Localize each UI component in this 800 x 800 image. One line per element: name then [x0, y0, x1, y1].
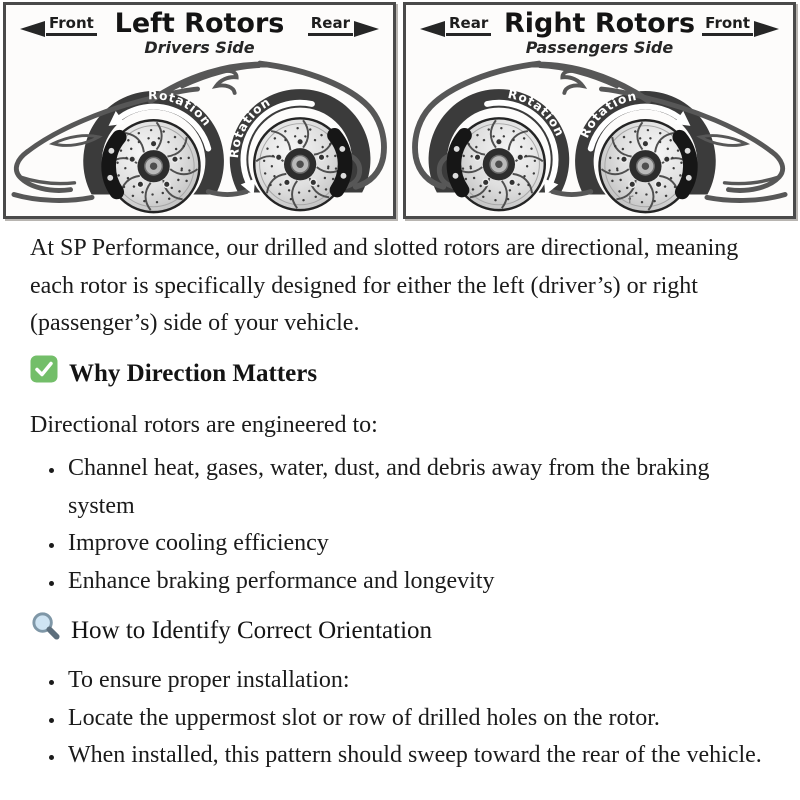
- list-item: • When installed, this pattern should sweep toward the rear of the vehicle.: [66, 737, 772, 775]
- heading-text: How to Identify Correct Orientation: [71, 617, 433, 644]
- panel-title: Right Rotors: [503, 8, 696, 39]
- left-rotors-panel: [3, 2, 396, 219]
- rotation-label: Rotation: [577, 88, 639, 141]
- intro-paragraph: At SP Performance, our drilled and slotted rotors are directional, meaning each rotor is specifically designed for either the left (driver’s) or right (passenger’s) side of your vehicle.: [30, 235, 739, 336]
- direction-label: Rear: [308, 14, 353, 36]
- why-direction-matters-heading: [30, 355, 772, 393]
- stray-mark: r: [628, 192, 634, 207]
- arrow-right-icon: [754, 21, 779, 37]
- direction-label: Rear: [446, 14, 491, 36]
- panel-subtitle: Drivers Side: [144, 38, 255, 57]
- list-item: • To ensure proper installation:: [66, 662, 772, 700]
- check-mark-icon: [30, 355, 58, 393]
- rotation-label: Rotation: [226, 94, 274, 159]
- direction-label: Front: [46, 14, 97, 36]
- arrow-right-icon: [354, 21, 379, 37]
- panel-subtitle: Passengers Side: [525, 38, 674, 57]
- list-item: • Enhance braking performance and longevity: [66, 563, 772, 601]
- list-item: • Locate the uppermost slot or row of drilled holes on the rotor.: [66, 700, 772, 738]
- rotation-label: Rotation: [148, 88, 215, 130]
- why-bullet-list: [30, 450, 772, 600]
- heading-text: Why Direction Matters: [69, 359, 318, 387]
- right-rotors-panel: [403, 2, 796, 219]
- how-to-identify-heading: [30, 610, 772, 652]
- list-item: • Channel heat, gases, water, dust, and debris away from the braking system: [66, 450, 772, 525]
- rear-direction-arrow: [308, 14, 379, 36]
- why-lead: Directional rotors are engineered to:: [30, 411, 378, 438]
- magnifying-glass-icon: [30, 610, 61, 652]
- article: [30, 222, 772, 775]
- direction-label: Front: [702, 14, 753, 36]
- rotation-label: Rotation: [506, 86, 568, 140]
- front-direction-arrow: [702, 14, 779, 36]
- list-item: • Improve cooling efficiency: [66, 525, 772, 563]
- how-bullet-list: [30, 662, 772, 775]
- panel-title: Left Rotors: [114, 8, 285, 39]
